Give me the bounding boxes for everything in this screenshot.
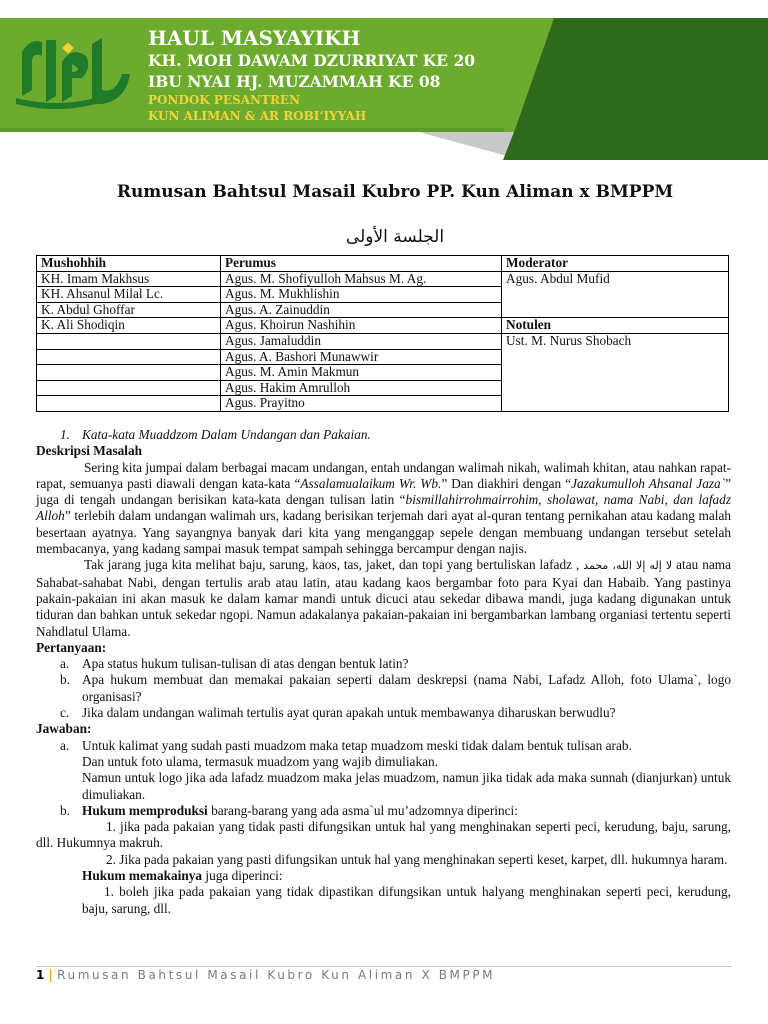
deskripsi-paragraph-1: Sering kita jumpai dalam berbagai macam undangan, entah undangan walimah nikah, walimah khitan, atau nahkan rapat-rapat, semuanya pasti diawali dengan kata-kata “Assalamualaikum Wr. Wb.” Dan diakhiri dengan “Jazakumulloh Ahsanal Jaza`” juga di tengah undangan berisikan kata-kata dengan tulisan latin “bismillahirrohmairrohim, sholawat, nama Nabi, dan lafadz Alloh” terlebih dalam undangan walimah urs, kadang berisikan terjemah dari ayat al-quran tentang pernikahan atau kadang malah besertaan ayatnya. Yang sayangnya banyak dari kita yang menganggap sepele dengan membuang undangan tersebut setelah membacanya, yang kadang sampai masuk tempat sampah sehingga bercampur dengan najis.	[36, 459, 731, 557]
topic-heading	[36, 427, 731, 443]
notulen-label: Notulen	[502, 318, 729, 334]
header-event: HAUL MASYAYIKH	[148, 26, 361, 50]
header-line3: PONDOK PESANTREN	[148, 93, 301, 107]
topic-title: Kata-kata Muaddzom Dalam Undangan dan Pakaian.	[82, 427, 371, 442]
footer-text: Rumusan Bahtsul Masail Kubro Kun Aliman X BMPPM	[57, 968, 496, 982]
deskripsi-heading: Deskripsi Masalah	[36, 443, 143, 459]
perumus-cell: Agus. Khoirun Nashihin	[221, 318, 502, 334]
document-title: Rumusan Bahtsul Masail Kubro PP. Kun Aliman x BMPPM	[116, 182, 674, 202]
list-item: a. Apa status hukum tulisan-tulisan di atas dengan bentuk latin?	[60, 656, 409, 672]
jawaban-heading: Jawaban:	[36, 721, 92, 737]
mushohhih-cell: KH. Ahsanul Milal Lc.	[37, 287, 221, 303]
empty-cell	[37, 349, 221, 365]
header-moderator: Moderator	[502, 256, 729, 272]
empty-cell	[37, 333, 221, 349]
mushohhih-cell: K. Abdul Ghoffar	[37, 302, 221, 318]
list-item: b. Hukum memproduksi barang-barang yang ada asma`ul mu’adzomnya diperinci:	[60, 802, 518, 818]
table-row	[37, 333, 729, 349]
list-item: a. Untuk kalimat yang sudah pasti muadzom maka tetap muadzom meski tidak dalam bentuk tulisan arab.	[60, 737, 632, 753]
perumus-cell: Agus. Prayitno	[221, 396, 502, 412]
perumus-cell: Agus. M. Shofiyulloh Mahsus M. Ag.	[221, 271, 502, 287]
table-row	[37, 318, 729, 334]
team-table	[36, 255, 729, 412]
list-item: b. Apa hukum membuat dan memakai pakaian seperti dalam deskrepsi (nama Nabi, Lafadz Alloh, foto Ulama`, logo organisasi?	[60, 672, 731, 704]
perumus-cell: Agus. Hakim Amrulloh	[221, 380, 502, 396]
arabic-phrase: لا إله إلا الله، محمد	[583, 559, 673, 573]
footer-divider	[36, 966, 732, 967]
table-row	[37, 271, 729, 287]
header-mushohhih: Mushohhih	[37, 256, 221, 272]
notulen-cell: Ust. M. Nurus Shobach	[502, 333, 729, 411]
header-line2: IBU NYAI HJ. MUZAMMAH KE 08	[148, 72, 441, 91]
page-number: 1	[36, 968, 45, 982]
mushohhih-cell: KH. Imam Makhsus	[37, 271, 221, 287]
page-footer: 1 | Rumusan Bahtsul Masail Kubro Kun Aliman X BMPPM	[36, 968, 496, 982]
header-text	[148, 26, 475, 124]
header-perumus: Perumus	[221, 256, 502, 272]
jawaban-c1: 1. boleh jika pada pakaian yang tidak dipastikan difungsikan untuk halyang menghinakan seperti peci, kerudung, baju, sarung, dll.	[82, 884, 731, 916]
jawaban-c-heading: Hukum memakainya juga diperinci:	[82, 868, 283, 884]
perumus-cell: Agus. M. Amin Makmun	[221, 365, 502, 381]
jawaban-b2: 2. Jika pada pakaian yang pasti difungsikan untuk hal yang menghinakan seperti keset, karpet, dll. hukumnya haram.	[106, 851, 728, 867]
session-title-arabic: الجلسة الأولى	[345, 227, 445, 247]
pertanyaan-heading: Pertanyaan:	[36, 639, 107, 655]
list-item: c. Jika dalam undangan walimah tertulis ayat quran apakah untuk membawanya diharuskan berwudlu?	[60, 705, 616, 721]
jawaban-a-line3: Namun untuk logo jika ada lafadz muadzom maka jelas muadzom, namun jika tidak ada maka sunnah (dianjurkan) untuk dimuliakan.	[82, 770, 731, 802]
perumus-cell: Agus. A. Zainuddin	[221, 302, 502, 318]
perumus-cell: Agus. A. Bashori Munawwir	[221, 349, 502, 365]
jawaban-a-line2: Dan untuk foto ulama, termasuk muadzom yang wajib dimuliakan.	[82, 753, 438, 769]
header-banner	[0, 0, 768, 160]
empty-cell	[37, 396, 221, 412]
topic-number: 1.	[60, 427, 70, 442]
moderator-cell: Agus. Abdul Mufid	[502, 271, 729, 318]
document-body	[36, 427, 731, 917]
perumus-cell: Agus. M. Mukhlishin	[221, 287, 502, 303]
deskripsi-paragraph-2: Tak jarang juga kita melihat baju, sarung, kaos, tas, jaket, dan topi yang bertuliskan lafadz , لا إله إلا الله، محمد atau nama Sahabat-sahabat Nabi, dengan tertulis arab atau latin, atau kadang kaos bergambar foto para Kyai dan Habaib. Yang pastinya pakain-pakaian ini akan masuk ke dalam kamar mandi untuk dicuci atau sekedar dibawa mandi, juga kadang digunakan untuk tiduran dan bahkan untuk sekedar ngopi. Namun adakalanya pakaian-pakaian ini bergambarkan lambang organiasi tertentu seperti Nahdlatul Ulama.	[36, 557, 731, 639]
empty-cell	[37, 365, 221, 381]
header-line4: KUN ALIMAN & AR ROBI’IYYAH	[148, 109, 367, 123]
jawaban-b1: 1. jika pada pakaian yang tidak pasti difungsikan untuk hal yang menghinakan seperti peci, kerudung, baju, sarung, dll. Hukumnya makruh.	[36, 819, 731, 851]
perumus-cell: Agus. Jamaluddin	[221, 333, 502, 349]
table-header-row	[37, 256, 729, 272]
header-line1: KH. MOH DAWAM DZURRIYAT KE 20	[148, 51, 476, 70]
mushohhih-cell: K. Ali Shodiqin	[37, 318, 221, 334]
empty-cell	[37, 380, 221, 396]
